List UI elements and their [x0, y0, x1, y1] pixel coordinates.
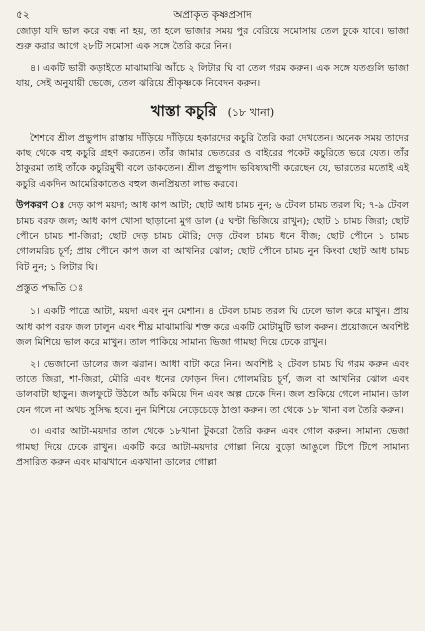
ingredients-text: দেড় কাপ ময়দা; আধ কাপ আটা; ছোট আধ চামচ নুন; ৬ টেবল চামচ তরল ঘি; ৭-৯ টেবল চামচ বরফ জল; আধ কাপ খোসা ছাড়ানো মুগ ডাল (৫ ঘণ্টা ভিজিয়ে রাখুন); ছোট ১ চামচ জিরা; ছোট পৌনে চামচ শা-জিরা; ছোট দেড় চামচ মৌরি; দেড় টেবল চামচ ধনে বীজ; ছোট পৌনে ১ চামচ গোলমরিচ চূর্ণ; প্রায় পৌনে কাপ জল বা আখনির ঝোল; ছোট পৌনে চামচ নুন কিংবা ছোট আধ চামচ বিট নুন; ১ লিটার ঘি। — [16, 200, 409, 273]
recipe-count: (১৮ খানা) — [227, 105, 275, 119]
intro-paragraph-1: জোড়া যদি ভাল করে বন্ধ না হয়, তা হলে ভাজার সময় পুর বেরিয়ে সমোসায় তেল ঢুকে যাবে। ভাজা শুরু করার আগে ২৮টি সমোসা এক সঙ্গে তৈরি করে নিন। — [16, 26, 409, 53]
running-header — [16, 6, 409, 24]
recipe-description: শৈশবে শ্রীল প্রভুপাদ রাস্তায় দাঁড়িয়ে দাঁড়িয়ে হকারদের কচুরি তৈরি করা দেখতেন। অনেক সময় তাদের কাছ থেকে বহু কচুরি গ্রহণ করতেন। তাঁর জামার ভেতরের ও বাইরের পকেট কচুরিতে ভরে যেত। তাঁর ঠাকুরমা তাই তাঁকে কচুরিমুখী বলে ডাকতেন। শ্রীল প্রভুপাদ ভবিষ্যদ্বাণী করেছেন যে, ভারতের মতোই এই কচুরি একদিন আমেরিকাতেও বহুল জনপ্রিয়তা লাভ করবে। — [16, 132, 409, 190]
intro-paragraph-2: ৪। একটি ভারী কড়াইতে মাঝামাঝি আঁচে ২ লিটার ঘি বা তেল গরম করুন। এক সঙ্গে যতগুলি ভাজা যায়, সেই অনুযায়ী ভেজে, তেল ঝরিয়ে শ্রীকৃষ্ণকে নিবেদন করুন। — [16, 62, 409, 90]
method-step-3: ৩। এবার আটা-ময়দার তাল থেকে ১৮খানা টুকরো তৈরি করুন এবং গোল করুন। সামান্য ভেজা গামছা দিয়ে ঢেকে রাখুন। একটি করে আটা-ময়দার গোল্লা নিয়ে বুড়ো আঙুলে টিপে টিপে সামান্য প্রসারিত করুন এবং মাঝখানে একখানা ডালের গোল্লা — [16, 426, 409, 468]
method-step-1: ১। একটি পাত্রে আটা, ময়দা এবং নুন মেশান। ৪ টেবল চামচ তরল ঘি ঢেলে ভাল করে মাখুন। প্রায় আধ কাপ বরফ জল ঢালুন এবং শীঘ্র মাঝামাঝি শক্ত করে একটি মোটামুটি ভাল করুন। প্রয়োজনে অবশিষ্ট জল মিশিয়ে ভাল করে মাখুন। তাল পাকিয়ে সামান্য ভিজা গামছা দিয়ে ঢেকে রাখুন। — [16, 306, 409, 349]
recipe-title: খাস্তা কচুরি — [150, 101, 217, 120]
book-title: অপ্রাকৃত কৃষ্ণপ্রসাদ — [173, 9, 252, 21]
ingredients-label: উপকরণ ঃ — [16, 200, 65, 212]
method-step-2: ২। ভেজানো ডালের জল ঝরান। আধা বাটা করে নিন। অবশিষ্ট ২ টেবল চামচ ঘি গরম করুন এবং তাতে জিরা, শা-জিরা, মৌরি এবং ধনের ফোড়ন দিন। গোলমরিচ চূর্ণ, জল বা আখনির ঝোল এবং ডালবাটা ছাড়ুন। জলফুটে উঠলে আঁচ কমিয়ে দিন এবং অল্প ঢেকে দিন। জল শুকিয়ে গেলে নামান। ডাল যেন গলে না অথচ সুসিদ্ধ হবে। নুন মিশিয়ে নেড়েচেড়ে ঠাণ্ডা করুন। তা থেকে ১৮ খানা বল তৈরি করুন। — [16, 358, 409, 416]
page-number: ৫২ — [16, 9, 30, 21]
ingredients-paragraph — [16, 198, 409, 275]
method-title: প্রস্তুত পদ্ধতি ঃ — [16, 283, 84, 295]
recipe-heading — [16, 100, 409, 125]
